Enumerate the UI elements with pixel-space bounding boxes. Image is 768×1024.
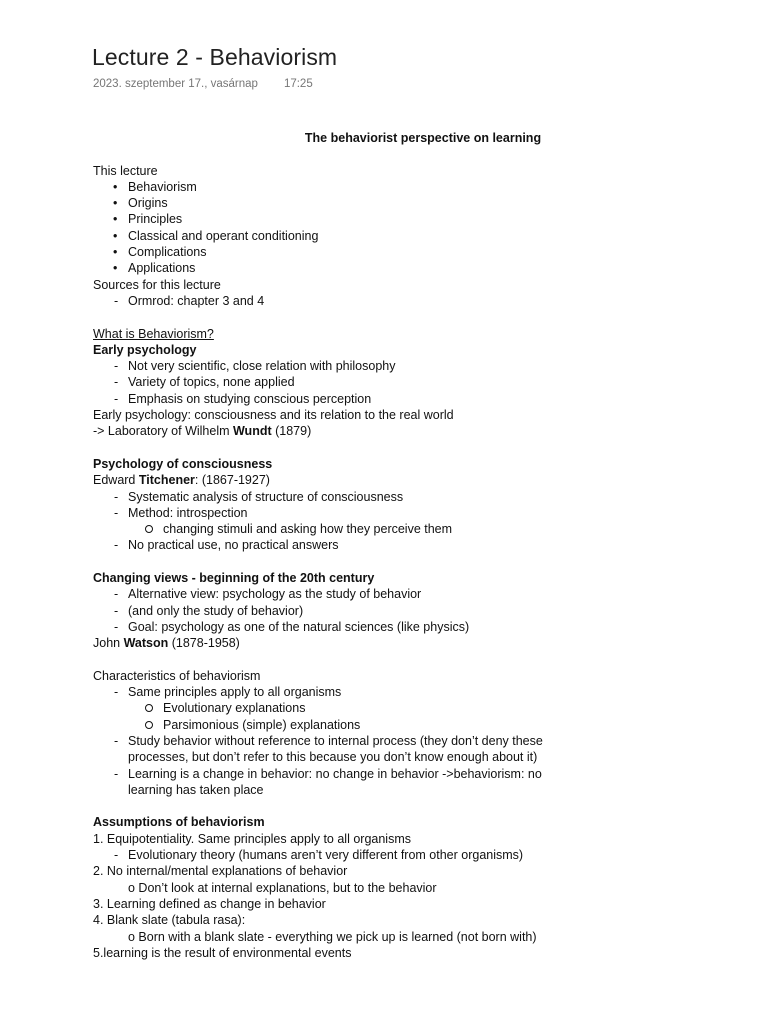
paragraph: Characteristics of behaviorism xyxy=(93,668,261,683)
text-run-bold: Watson xyxy=(123,636,169,651)
list-item: - Evolutionary theory (humans aren’t very different from other organisms) xyxy=(93,847,733,863)
paragraph xyxy=(93,423,733,439)
note-body xyxy=(93,130,733,961)
section-heading: Changing views - beginning of the 20th century xyxy=(93,571,375,586)
paragraph: 4. Blank slate (tabula rasa): xyxy=(93,913,246,928)
sub-list-item: Parsimonious (simple) explanations xyxy=(93,717,733,733)
sub-list-item: Evolutionary explanations xyxy=(93,700,733,716)
page-title: Lecture 2 - Behaviorism xyxy=(92,44,338,70)
text-run-bold: Wundt xyxy=(232,424,272,439)
list-item: - Alternative view: psychology as the study of behavior xyxy=(93,586,733,602)
list-item: • Origins xyxy=(93,195,733,211)
text-run-bold: Titchener xyxy=(138,473,195,488)
list-item: - Learning is a change in behavior: no change in behavior ->behaviorism: no learning has taken place xyxy=(93,766,568,799)
list-item: • Applications xyxy=(93,260,733,276)
list-item: - Same principles apply to all organisms xyxy=(93,684,733,700)
paragraph: 3. Learning defined as change in behavior xyxy=(93,896,326,911)
list-item: - Ormrod: chapter 3 and 4 xyxy=(93,293,733,309)
section-heading: Early psychology xyxy=(93,342,197,357)
text-run: John xyxy=(93,636,124,651)
this-lecture-label: This lecture xyxy=(93,163,158,178)
paragraph: 1. Equipotentiality. Same principles apply to all organisms xyxy=(93,831,411,846)
doc-heading-row xyxy=(93,130,733,146)
paragraph xyxy=(93,635,733,651)
text-run: (1878-1958) xyxy=(168,636,240,651)
list-item: - Method: introspection xyxy=(93,505,733,521)
doc-heading: The behaviorist perspective on learning xyxy=(304,131,542,145)
sub-list-item: o Born with a blank slate - everything we pick up is learned (not born with) xyxy=(128,929,537,944)
sub-list-item: changing stimuli and asking how they perceive them xyxy=(93,521,733,537)
list-item: - Goal: psychology as one of the natural sciences (like physics) xyxy=(93,619,733,635)
list-item: - Emphasis on studying conscious perception xyxy=(93,391,733,407)
section-heading: Psychology of consciousness xyxy=(93,456,273,471)
list-item: - Not very scientific, close relation with philosophy xyxy=(93,358,733,374)
paragraph xyxy=(93,472,733,488)
sub-list-item: o Don’t look at internal explanations, but to the behavior xyxy=(128,880,437,895)
list-item: • Classical and operant conditioning xyxy=(93,228,733,244)
list-item: - (and only the study of behavior) xyxy=(93,603,733,619)
section-link-what-is: What is Behaviorism? xyxy=(93,326,214,341)
text-run: Edward xyxy=(93,473,139,488)
list-item: - Study behavior without reference to internal process (they don’t deny these processes, but don’t refer to this because you don’t know enough about it) xyxy=(93,733,578,766)
section-heading: Assumptions of behaviorism xyxy=(93,815,265,830)
list-item: • Complications xyxy=(93,244,733,260)
text-run: : (1867-1927) xyxy=(194,473,270,488)
page-time: 17:25 xyxy=(283,78,313,90)
list-item: - Variety of topics, none applied xyxy=(93,374,733,390)
text-run: -> Laboratory of Wilhelm xyxy=(93,424,233,439)
paragraph: 2. No internal/mental explanations of behavior xyxy=(93,864,348,879)
sources-label: Sources for this lecture xyxy=(93,277,221,292)
paragraph: 5.learning is the result of environmental events xyxy=(93,945,352,960)
text-run: (1879) xyxy=(271,424,312,439)
page-date: 2023. szeptember 17., vasárnap xyxy=(93,78,258,90)
paragraph: Early psychology: consciousness and its relation to the real world xyxy=(93,408,454,423)
page-meta xyxy=(93,78,313,90)
list-item: • Behaviorism xyxy=(93,179,733,195)
list-item: - Systematic analysis of structure of consciousness xyxy=(93,489,733,505)
list-item: • Principles xyxy=(93,211,733,227)
list-item: - No practical use, no practical answers xyxy=(93,537,733,553)
